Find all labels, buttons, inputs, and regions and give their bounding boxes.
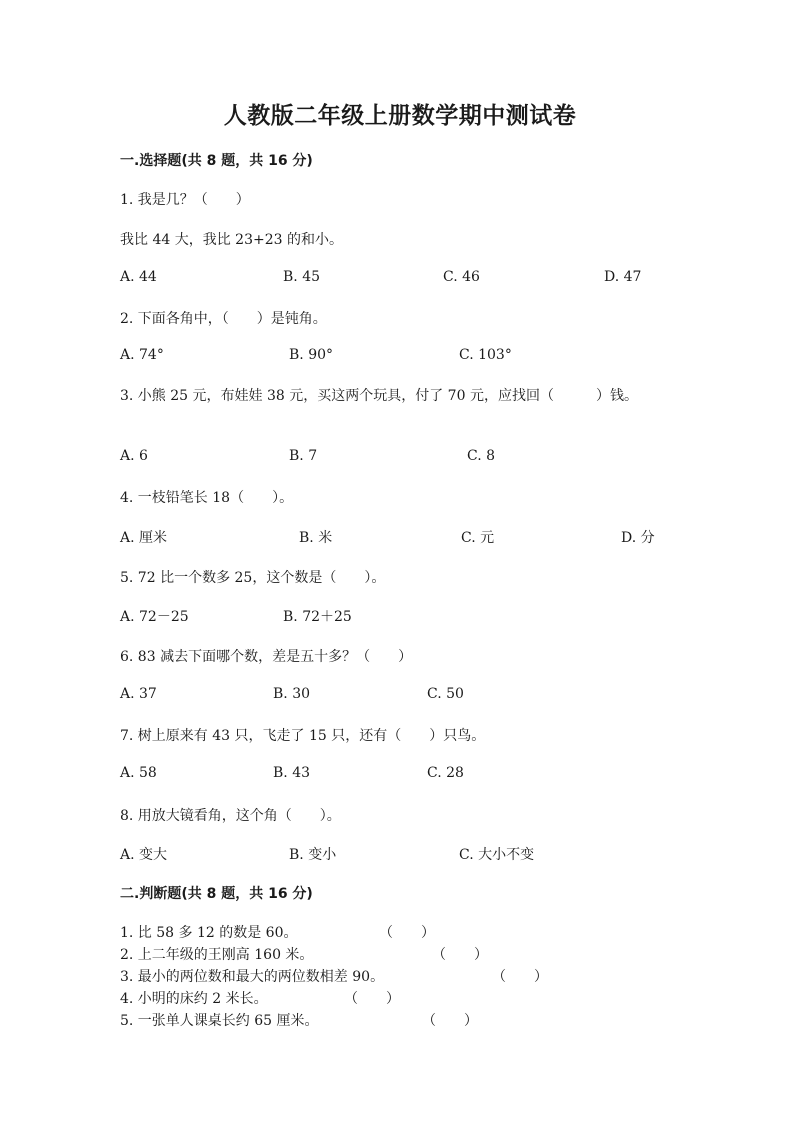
question-1-option-b: B. 45 [283,269,321,285]
question-7-option-c: C. 28 [427,765,464,781]
question-7-option-a: A. 58 [120,765,157,781]
question-5-option-b: B. 72＋25 [283,609,352,625]
question-3-option-b: B. 7 [289,448,318,464]
question-8-text: 8. 用放大镜看角，这个角（ ）。 [120,808,341,824]
question-4-option-c: C. 元 [461,530,495,546]
question-5-option-a: A. 72－25 [120,609,189,625]
judge-item-2-text: 2. 上二年级的王刚高 160 米。 [120,947,314,963]
question-7-text: 7. 树上原来有 43 只，飞走了 15 只，还有（ ）只鸟。 [120,728,486,744]
judge-item-4-text: 4. 小明的床约 2 米长。 [120,991,268,1007]
judge-item-5-paren: （ ） [422,1013,478,1029]
question-1-option-d: D. 47 [604,269,642,285]
question-4-option-d: D. 分 [621,530,655,546]
question-4-option-b: B. 米 [299,530,333,546]
question-1-option-a: A. 44 [120,269,157,285]
question-8-option-c: C. 大小不变 [459,847,535,863]
judge-item-3-text: 3. 最小的两位数和最大的两位数相差 90。 [120,969,385,985]
question-2-text: 2. 下面各角中，（ ）是钝角。 [120,311,327,327]
judge-item-4-paren: （ ） [344,991,400,1007]
question-3-option-c: C. 8 [467,448,496,464]
judge-item-1-paren: （ ） [379,925,435,941]
judge-item-1-text: 1. 比 58 多 12 的数是 60。 [120,925,298,941]
question-1-text: 1. 我是几？（ ） [120,192,250,208]
question-1-extra: 我比 44 大，我比 23+23 的和小。 [120,232,343,248]
question-4-option-a: A. 厘米 [120,530,168,546]
judge-item-2-paren: （ ） [432,947,488,963]
section-heading-choice: 一.选择题(共 8 题，共 16 分) [120,153,313,169]
question-8-option-b: B. 变小 [289,847,337,863]
page-title: 人教版二年级上册数学期中测试卷 [223,103,577,129]
question-2-option-a: A. 74° [120,347,164,363]
question-2-option-c: C. 103° [459,347,512,363]
question-3-option-a: A. 6 [120,448,148,464]
judge-item-5-text: 5. 一张单人课桌长约 65 厘米。 [120,1013,319,1029]
question-6-option-b: B. 30 [273,686,311,702]
question-7-option-b: B. 43 [273,765,311,781]
question-2-option-b: B. 90° [289,347,334,363]
section-heading-judge: 二.判断题(共 8 题，共 16 分) [120,886,313,902]
question-5-text: 5. 72 比一个数多 25，这个数是（ ）。 [120,570,386,586]
question-3-text: 3. 小熊 25 元，布娃娃 38 元，买这两个玩具，付了 70 元，应找回（ ）钱。 [120,388,638,404]
question-8-option-a: A. 变大 [120,847,168,863]
question-6-text: 6. 83 减去下面哪个数，差是五十多？（ ） [120,649,413,665]
question-6-option-a: A. 37 [120,686,157,702]
judge-item-3-paren: （ ） [492,969,548,985]
question-6-option-c: C. 50 [427,686,464,702]
question-4-text: 4. 一枝铅笔长 18（ ）。 [120,490,294,506]
question-1-option-c: C. 46 [443,269,480,285]
